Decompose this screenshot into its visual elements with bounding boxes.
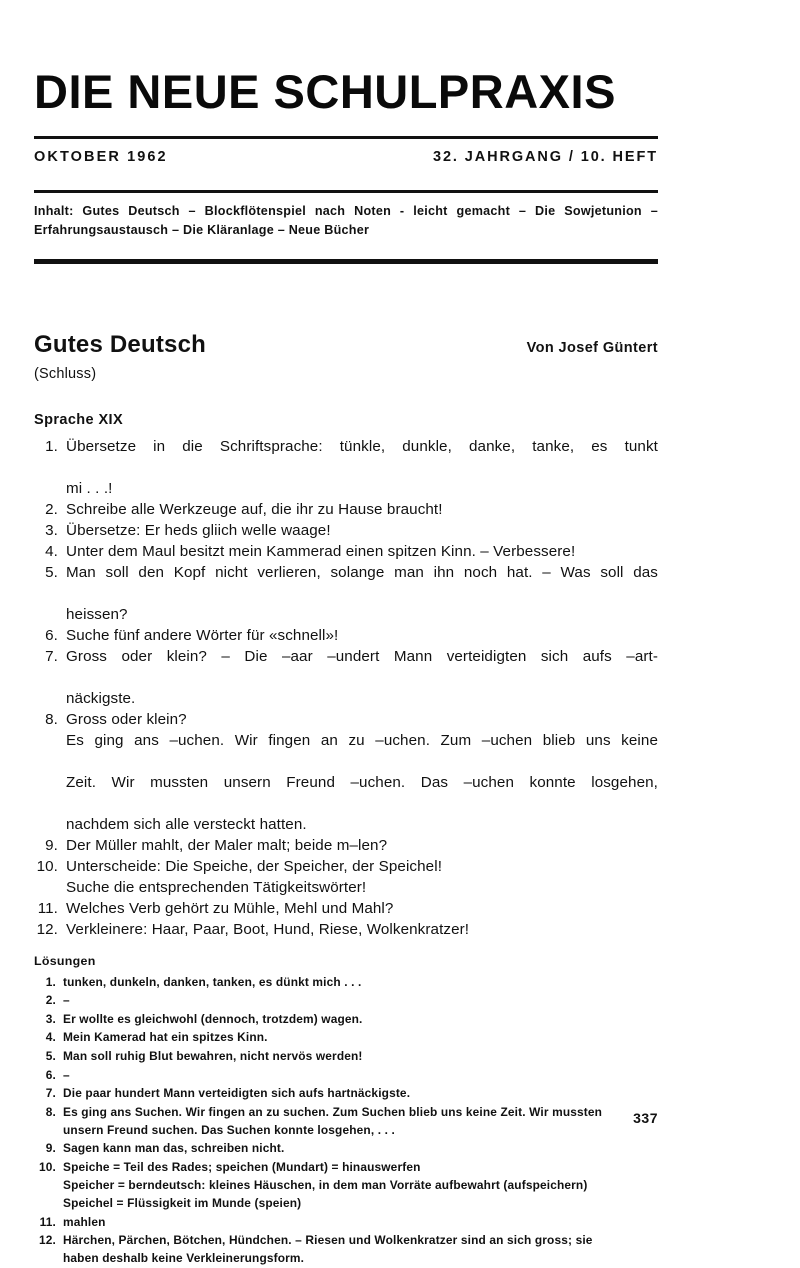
contents-text: Gutes Deutsch – Blockflötenspiel nach Noten - leicht gemacht – Die Sowjetunion – Erfahrungsaustausch – Die Kläranlage – Neue Bücher xyxy=(34,204,659,238)
article-title: Gutes Deutsch xyxy=(34,331,206,359)
list-item-line: Härchen, Pärchen, Bötchen, Hündchen. – Riesen und Wolkenkratzer sind an sich gross; sie xyxy=(63,1233,593,1248)
list-item-line: Es ging ans Suchen. Wir fingen an zu suchen. Zum Suchen blieb uns keine Zeit. Wir mussten xyxy=(63,1104,603,1119)
list-item xyxy=(34,1158,658,1212)
list-item-line: näckigste. xyxy=(66,689,136,707)
list-item xyxy=(34,626,658,647)
list-item-number: 2. xyxy=(45,501,58,519)
list-item-line: Unterscheide: Die Speiche, der Speicher, der Speichel! xyxy=(66,857,443,875)
list-item-line: Verkleinere: Haar, Paar, Boot, Hund, Riese, Wolkenkratzer! xyxy=(66,920,470,938)
list-item-line: Gross oder klein? xyxy=(66,710,187,728)
list-item-line: Suche die entsprechenden Tätigkeitswörter! xyxy=(66,878,367,896)
list-item-line: Unter dem Maul besitzt mein Kammerad einen spitzen Kinn. – Verbessere! xyxy=(66,543,576,561)
list-item xyxy=(34,647,658,710)
list-item-number: 8. xyxy=(45,710,58,728)
list-item-number: 10. xyxy=(39,1159,56,1174)
list-item-line: Übersetze: Er heds gliich welle waage! xyxy=(66,522,331,540)
list-item-line: Schreibe alle Werkzeuge auf, die ihr zu Hause braucht! xyxy=(66,501,443,519)
list-item xyxy=(34,1084,658,1102)
issue-volume: 32. JAHRGANG / 10. HEFT xyxy=(433,149,658,165)
section-heading: Sprache XIX xyxy=(34,412,124,429)
list-item xyxy=(34,920,658,941)
list-item xyxy=(34,1047,658,1065)
list-item-line: Speicher = berndeutsch: kleines Häuschen, in dem man Vorräte aufbewahrt (aufspeichern) xyxy=(63,1178,588,1193)
list-item-line: Suche fünf andere Wörter für «schnell»! xyxy=(66,627,339,644)
list-item xyxy=(34,991,658,1009)
list-item-number: 3. xyxy=(45,522,58,540)
page-content-column xyxy=(34,0,658,1268)
list-item-number: 5. xyxy=(45,564,58,582)
list-item xyxy=(34,437,658,500)
list-item-line: Sagen kann man das, schreiben nicht. xyxy=(63,1141,285,1156)
list-item xyxy=(34,521,658,542)
issue-date: OKTOBER 1962 xyxy=(34,149,168,165)
list-item-line: Die paar hundert Mann verteidigten sich aufs hartnäckigste. xyxy=(63,1086,411,1101)
list-item xyxy=(34,1010,658,1028)
list-item-line: Man soll ruhig Blut bewahren, nicht nervös werden! xyxy=(63,1048,363,1063)
list-item-number: 4. xyxy=(45,543,58,561)
article-header xyxy=(34,331,658,359)
list-item-line: Gross oder klein? – Die –aar –undert Mann verteidigten sich aufs –art- xyxy=(66,647,658,665)
list-item-number: 6. xyxy=(45,1067,56,1082)
list-item-line: Er wollte es gleichwohl (dennoch, trotzdem) wagen. xyxy=(63,1011,363,1026)
list-item xyxy=(34,1066,658,1084)
list-item-number: 3. xyxy=(45,1011,56,1026)
list-item-number: 1. xyxy=(45,974,56,989)
list-item xyxy=(34,710,658,836)
list-item-line: Speiche = Teil des Rades; speichen (Mundart) = hinauswerfen xyxy=(63,1159,421,1174)
list-item-number: 12. xyxy=(36,920,58,938)
exercise-list xyxy=(34,437,658,940)
list-item-number: 9. xyxy=(45,1141,56,1156)
list-item-number: 5. xyxy=(45,1048,56,1063)
list-item-number: 7. xyxy=(45,1086,56,1101)
header-rule-bottom xyxy=(34,259,658,264)
list-item xyxy=(34,563,658,626)
list-item xyxy=(34,1028,658,1046)
article-subtitle: (Schluss) xyxy=(34,366,97,383)
list-item-line: Übersetze in die Schriftsprache: tünkle, dunkle, danke, tanke, es tunkt xyxy=(66,438,658,456)
list-item-line: Mein Kamerad hat ein spitzes Kinn. xyxy=(63,1030,268,1045)
list-item-number: 9. xyxy=(45,836,58,854)
list-item-line: haben deshalb keine Verkleinerungsform. xyxy=(63,1251,305,1266)
table-of-contents-line xyxy=(34,193,658,247)
list-item-line: mahlen xyxy=(63,1214,106,1229)
page-number: 337 xyxy=(633,1110,658,1126)
list-item-number: 1. xyxy=(45,438,58,456)
list-item-number: 8. xyxy=(45,1104,56,1119)
list-item-line: unsern Freund suchen. Das Suchen konnte losgehen, . . . xyxy=(63,1122,395,1137)
list-item-number: 6. xyxy=(45,627,58,644)
list-item-line: – xyxy=(63,1067,70,1082)
list-item-number: 2. xyxy=(45,993,56,1008)
list-item xyxy=(34,500,658,521)
list-item xyxy=(34,1213,658,1231)
solutions-heading: Lösungen xyxy=(34,953,96,968)
list-item xyxy=(34,1231,658,1267)
article-byline: Von Josef Güntert xyxy=(526,340,658,357)
list-item-line: nachdem sich alle versteckt hatten. xyxy=(66,815,307,833)
magazine-masthead-title: DIE NEUE SCHULPRAXIS xyxy=(34,65,616,118)
contents-label: Inhalt: xyxy=(34,204,74,218)
list-item-line: Speichel = Flüssigkeit im Munde (speien) xyxy=(63,1196,302,1211)
issue-info-line xyxy=(34,139,658,174)
list-item-number: 11. xyxy=(39,1214,56,1229)
list-item xyxy=(34,857,658,899)
list-item xyxy=(34,973,658,991)
list-item-line: Zeit. Wir mussten unsern Freund –uchen. Das –uchen konnte losgehen, xyxy=(66,773,658,791)
list-item-line: – xyxy=(63,993,70,1008)
list-item xyxy=(34,542,658,563)
list-item-line: tunken, dunkeln, danken, tanken, es dünkt mich . . . xyxy=(63,974,362,989)
list-item-line: Welches Verb gehört zu Mühle, Mehl und Mahl? xyxy=(66,899,394,917)
list-item-number: 4. xyxy=(45,1030,56,1045)
list-item-number: 11. xyxy=(37,899,58,917)
list-item xyxy=(34,1139,658,1157)
list-item-number: 10. xyxy=(36,857,58,875)
list-item-line: Man soll den Kopf nicht verlieren, solange man ihn noch hat. – Was soll das xyxy=(66,564,658,582)
list-item-line: Der Müller mahlt, der Maler malt; beide m–len? xyxy=(66,836,388,854)
list-item-line: heissen? xyxy=(66,606,128,624)
list-item-line: Es ging ans –uchen. Wir fingen an zu –uchen. Zum –uchen blieb uns keine xyxy=(66,731,658,749)
list-item-number: 7. xyxy=(45,647,58,665)
list-item-number: 12. xyxy=(39,1233,56,1248)
list-item xyxy=(34,836,658,857)
list-item-line: mi . . .! xyxy=(66,480,113,498)
list-item xyxy=(34,899,658,920)
